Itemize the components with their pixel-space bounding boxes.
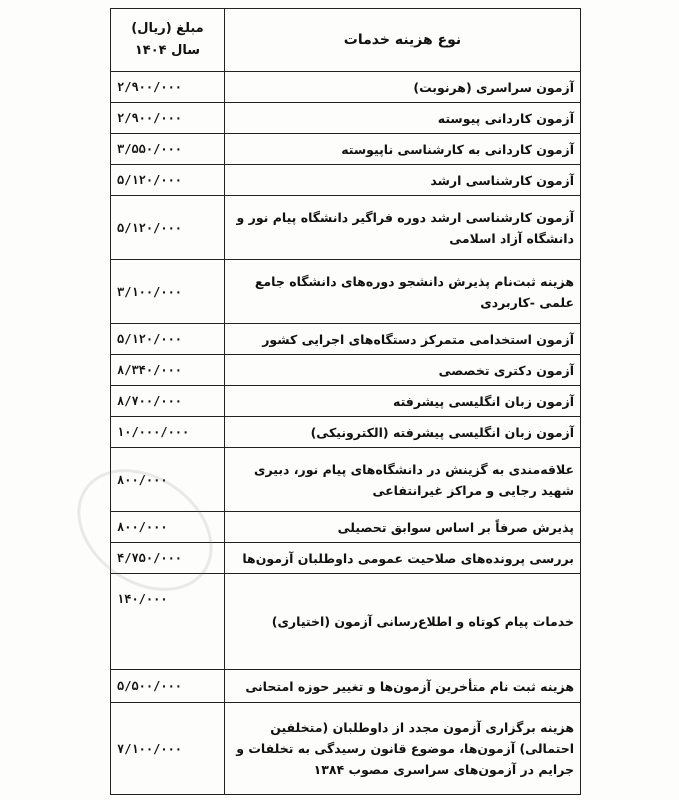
table-row <box>111 355 581 386</box>
row-amount: ۳/۵۵۰/۰۰۰ <box>111 134 225 165</box>
table-row <box>111 72 581 103</box>
table-row <box>111 103 581 134</box>
row-amount: ۵/۵۰۰/۰۰۰ <box>111 670 225 703</box>
row-amount: ۸/۳۴۰/۰۰۰ <box>111 355 225 386</box>
row-description: هزینه برگزاری آزمون مجدد از داوطلبان (متخلفین احتمالی) آزمون‌ها، موضوع قانون رسیدگی به تخلفات و جرایم در آزمون‌های سراسری مصوب ۱۳۸۴ <box>225 703 581 795</box>
row-description: هزینه ثبت‌نام پذیرش دانشجو دوره‌های دانشگاه جامع علمی -کاربردی <box>225 260 581 324</box>
row-description: علاقه‌مندی به گزینش در دانشگاه‌های پیام نور، دبیری شهید رجایی و مراکز غیرانتفاعی <box>225 448 581 512</box>
row-description: آزمون کارشناسی ارشد دوره فراگیر دانشگاه پیام نور و دانشگاه آزاد اسلامی <box>225 196 581 260</box>
amount-header-line2: سال ۱۴۰۴ <box>134 43 201 58</box>
row-amount: ۲/۹۰۰/۰۰۰ <box>111 72 225 103</box>
row-description: آزمون کاردانی پیوسته <box>225 103 581 134</box>
row-amount: ۳/۱۰۰/۰۰۰ <box>111 260 225 324</box>
amount-header-line1: مبلغ (ریال) <box>131 21 204 36</box>
row-amount: ۵/۱۲۰/۰۰۰ <box>111 165 225 196</box>
row-amount: ۴/۷۵۰/۰۰۰ <box>111 543 225 574</box>
table-row <box>111 260 581 324</box>
fees-table <box>110 8 581 795</box>
row-description: آزمون زبان انگلیسی پیشرفته (الکترونیکی) <box>225 417 581 448</box>
table-row <box>111 512 581 543</box>
row-description: بررسی پرونده‌های صلاحیت عمومی داوطلبان آزمون‌ها <box>225 543 581 574</box>
table-row <box>111 134 581 165</box>
table-row <box>111 670 581 703</box>
row-description: خدمات پیام کوتاه و اطلاع‌رسانی آزمون (اختیاری) <box>225 574 581 670</box>
table-header-row <box>111 9 581 72</box>
row-amount: ۱۴۰/۰۰۰ <box>111 574 225 670</box>
table-row <box>111 324 581 355</box>
row-description: آزمون زبان انگلیسی پیشرفته <box>225 386 581 417</box>
row-description: آزمون کاردانی به کارشناسی ناپیوسته <box>225 134 581 165</box>
row-amount: ۸۰۰/۰۰۰ <box>111 448 225 512</box>
table-row <box>111 386 581 417</box>
row-description: هزینه ثبت نام متأخرین آزمون‌ها و تغییر حوزه امتحانی <box>225 670 581 703</box>
table-row <box>111 703 581 795</box>
row-amount: ۲/۹۰۰/۰۰۰ <box>111 103 225 134</box>
table-row <box>111 165 581 196</box>
row-amount: ۷/۱۰۰/۰۰۰ <box>111 703 225 795</box>
table-row <box>111 574 581 670</box>
table-row <box>111 417 581 448</box>
row-description: پذیرش صرفاً بر اساس سوابق تحصیلی <box>225 512 581 543</box>
row-amount: ۱۰/۰۰۰/۰۰۰ <box>111 417 225 448</box>
row-description: آزمون دکتری تخصصی <box>225 355 581 386</box>
row-amount: ۸/۷۰۰/۰۰۰ <box>111 386 225 417</box>
row-amount: ۸۰۰/۰۰۰ <box>111 512 225 543</box>
amount-header <box>111 9 225 72</box>
row-amount: ۵/۱۲۰/۰۰۰ <box>111 196 225 260</box>
table-row <box>111 196 581 260</box>
row-description: آزمون استخدامی متمرکز دستگاه‌های اجرایی کشور <box>225 324 581 355</box>
service-type-header: نوع هزینه خدمات <box>225 9 581 72</box>
row-amount: ۵/۱۲۰/۰۰۰ <box>111 324 225 355</box>
row-description: آزمون کارشناسی ارشد <box>225 165 581 196</box>
table-row <box>111 448 581 512</box>
row-description: آزمون سراسری (هرنوبت) <box>225 72 581 103</box>
table-row <box>111 543 581 574</box>
